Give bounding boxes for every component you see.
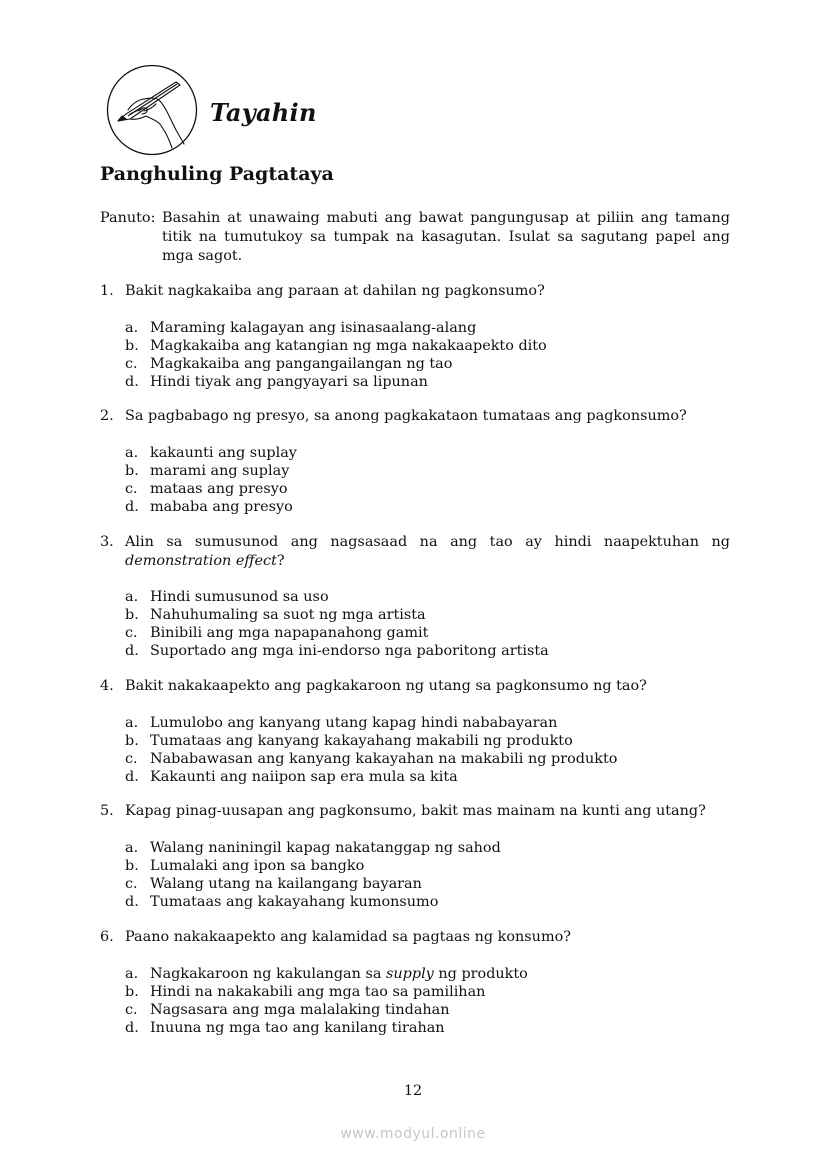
instructions-text: Basahin at unawaing mabuti ang bawat pangungusap at piliin ang tamang titik na tumutukoy sa tumpak na kasagutan. Isulat sa sagutang papel ang mga sagot. — [162, 210, 730, 264]
choice-c — [125, 875, 730, 893]
question-text: Bakit nakakaapekto ang pagkakaroon ng utang sa pagkonsumo ng tao? — [125, 678, 647, 694]
section-title: Tayahin — [210, 98, 317, 127]
instructions-label: Panuto: — [100, 210, 156, 226]
question-5 — [100, 802, 730, 911]
choice-letter: c. — [125, 480, 138, 497]
choice-list — [125, 319, 730, 391]
choice-letter: b. — [125, 607, 139, 623]
choice-letter: b. — [125, 983, 139, 1000]
choice-letter: a. — [125, 839, 139, 856]
choice-b — [125, 462, 730, 480]
choice-letter: b. — [125, 462, 139, 479]
choice-d — [125, 1019, 730, 1037]
choice-text: Tumataas ang kanyang kakayahang makabili ng produkto — [150, 732, 573, 749]
question-3 — [100, 533, 730, 660]
page-number: 12 — [403, 1083, 423, 1099]
choice-text: Hindi na nakakabili ang mga tao sa pamilihan — [150, 983, 486, 1000]
choice-c — [125, 480, 730, 498]
choice-text-part: ng produkto — [433, 965, 528, 982]
question-text: Sa pagbabago ng presyo, sa anong pagkakataon tumataas ang pagkonsumo? — [125, 408, 687, 424]
choice-letter: d. — [125, 1019, 139, 1036]
choice-text: Walang naniningil kapag nakatanggap ng sahod — [150, 839, 501, 856]
choice-letter: b. — [125, 857, 139, 874]
question-number: 6. — [100, 929, 114, 945]
choice-letter: c. — [125, 355, 138, 372]
choice-text: kakaunti ang suplay — [150, 444, 297, 461]
choice-letter: a. — [125, 965, 139, 982]
choice-letter: d. — [125, 498, 139, 515]
choice-text: Maraming kalagayan ang isinasaalang-alang — [150, 319, 477, 336]
choice-list — [125, 444, 730, 516]
choice-text: Hindi tiyak ang pangyayari sa lipunan — [150, 373, 428, 390]
choice-text: marami ang suplay — [150, 462, 290, 479]
choice-b — [125, 732, 730, 750]
choice-text: Binibili ang mga napapanahong gamit — [150, 625, 429, 641]
choice-d — [125, 373, 730, 391]
choice-d — [125, 642, 730, 660]
question-text-italic: demonstration effect — [125, 552, 277, 569]
choice-d — [125, 893, 730, 911]
choice-c — [125, 355, 730, 373]
instructions — [100, 209, 730, 266]
choice-text: Walang utang na kailangang bayaran — [150, 875, 422, 892]
choice-a — [125, 839, 730, 857]
question-text: Bakit nagkakaiba ang paraan at dahilan ng pagkonsumo? — [125, 283, 545, 299]
choice-letter: d. — [125, 893, 139, 910]
choice-text: Magkakaiba ang pangangailangan ng tao — [150, 355, 453, 372]
choice-letter: d. — [125, 373, 139, 390]
choice-text-part: Nagkakaroon ng kakulangan sa — [150, 965, 386, 982]
choice-c — [125, 750, 730, 768]
question-1 — [100, 282, 730, 391]
choice-c — [125, 624, 730, 642]
choice-letter: b. — [125, 337, 139, 354]
choice-text: mataas ang presyo — [150, 480, 288, 497]
choice-text: Tumataas ang kakayahang kumonsumo — [150, 893, 439, 910]
choice-d — [125, 768, 730, 786]
choice-text: Inuuna ng mga tao ang kanilang tirahan — [150, 1019, 445, 1036]
choice-b — [125, 337, 730, 355]
choice-d — [125, 498, 730, 516]
question-text-part: Alin sa sumusunod ang nagsasaad na ang tao ay hindi naapektuhan ng — [125, 534, 730, 550]
choice-letter: c. — [125, 625, 138, 641]
question-4 — [100, 677, 730, 786]
choice-text: Magkakaiba ang katangian ng mga nakakaapekto dito — [150, 337, 547, 354]
choice-a — [125, 444, 730, 462]
choice-a — [125, 714, 730, 732]
choice-text: Hindi sumusunod sa uso — [150, 589, 329, 605]
choice-text: Nagsasara ang mga malalaking tindahan — [150, 1001, 450, 1018]
choice-letter: c. — [125, 750, 138, 767]
choice-text: Lumulobo ang kanyang utang kapag hindi nababayaran — [150, 714, 558, 731]
choice-a — [125, 319, 730, 337]
choice-b — [125, 857, 730, 875]
assessment-heading: Panghuling Pagtataya — [100, 163, 334, 185]
choice-letter: a. — [125, 444, 139, 461]
choice-letter: c. — [125, 1001, 138, 1018]
choice-text: mababa ang presyo — [150, 498, 293, 515]
watermark: www.modyul.online — [340, 1126, 486, 1142]
choice-letter: b. — [125, 732, 139, 749]
question-6 — [100, 928, 730, 1037]
choice-text: Nahuhumaling sa suot ng mga artista — [150, 607, 426, 623]
choice-list — [125, 839, 730, 911]
choice-a — [125, 965, 730, 983]
choice-a — [125, 588, 730, 606]
question-text-part: ? — [276, 552, 285, 569]
choice-b — [125, 983, 730, 1001]
choice-text — [150, 966, 528, 982]
choice-letter: c. — [125, 875, 138, 892]
question-number: 3. — [100, 534, 114, 550]
question-number: 2. — [100, 408, 114, 424]
choice-list — [125, 588, 730, 660]
question-text: Paano nakakaapekto ang kalamidad sa pagtaas ng konsumo? — [125, 929, 571, 945]
choice-list — [125, 714, 730, 786]
question-number: 1. — [100, 283, 114, 299]
question-number: 4. — [100, 678, 114, 694]
choice-text: Suportado ang mga ini-endorso nga paboritong artista — [150, 643, 549, 659]
choice-list — [125, 965, 730, 1037]
choice-text-italic: supply — [386, 965, 434, 982]
question-text: Kapag pinag-uusapan ang pagkonsumo, bakit mas mainam na kunti ang utang? — [125, 803, 706, 819]
choice-text: Nababawasan ang kanyang kakayahan na makabili ng produkto — [150, 750, 618, 767]
question-2 — [100, 407, 730, 516]
choice-letter: d. — [125, 768, 139, 785]
choice-c — [125, 1001, 730, 1019]
question-number: 5. — [100, 803, 114, 819]
question-text — [125, 533, 730, 570]
choice-text: Kakaunti ang naiipon sap era mula sa kita — [150, 768, 458, 785]
choice-text: Lumalaki ang ipon sa bangko — [150, 857, 365, 874]
choice-letter: a. — [125, 319, 139, 336]
choice-b — [125, 606, 730, 624]
choice-letter: a. — [125, 589, 139, 605]
choice-letter: d. — [125, 643, 139, 659]
choice-letter: a. — [125, 714, 139, 731]
pencil-writing-hand-icon — [106, 64, 198, 156]
